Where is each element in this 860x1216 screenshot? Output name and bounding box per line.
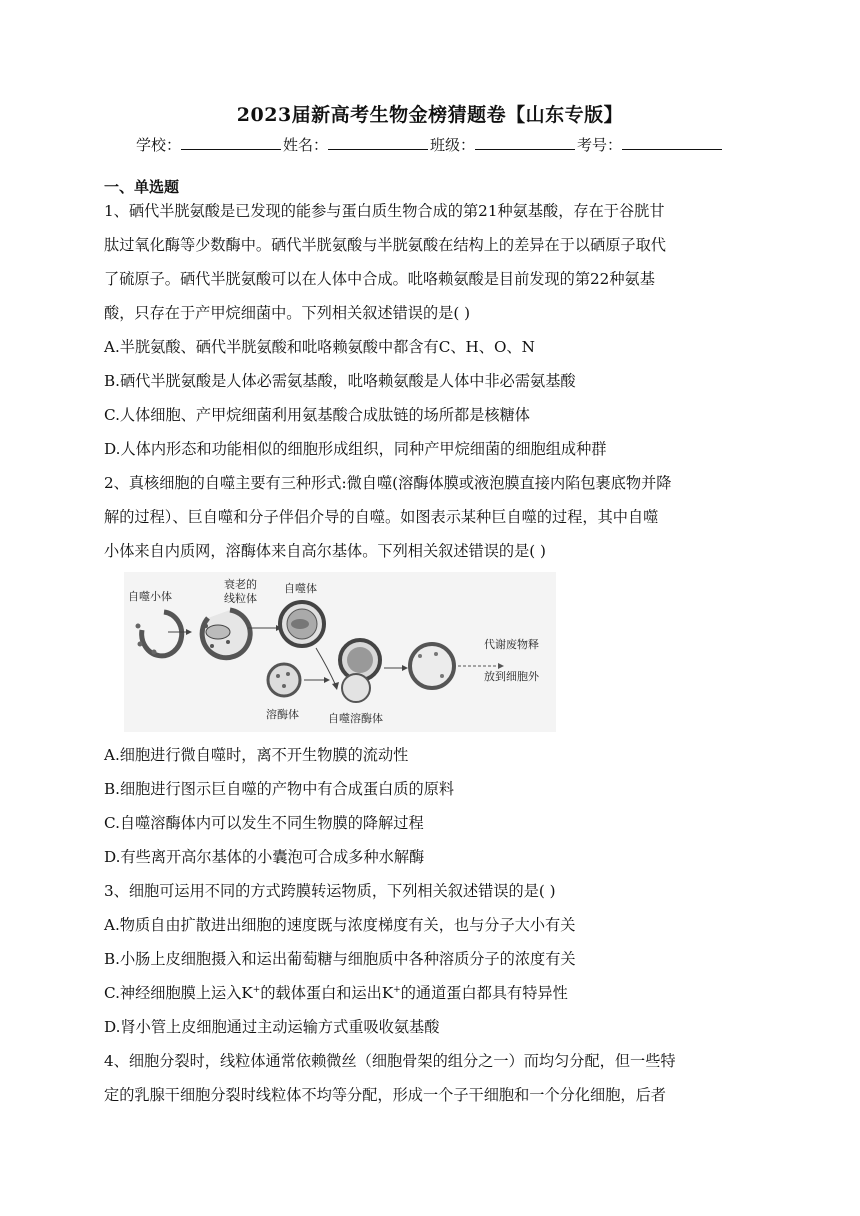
q3-option-c-part2: 的载体蛋白和运出K <box>260 984 394 1002</box>
exam-number-blank[interactable] <box>622 135 722 150</box>
school-blank[interactable] <box>181 135 281 150</box>
exam-number-label: 考号： <box>577 136 623 154</box>
section-heading: 一、单选题 <box>104 178 180 196</box>
label-old-mitochondria-1: 衰老的 <box>224 578 257 591</box>
student-info-line <box>0 134 860 155</box>
name-blank[interactable] <box>328 135 428 150</box>
q3-option-a: A.物质自由扩散进出细胞的速度既与浓度梯度有关，也与分子大小有关 <box>104 916 576 934</box>
q2-option-c: C.自噬溶酶体内可以发生不同生物膜的降解过程 <box>104 814 424 832</box>
label-autophagosome: 自噬体 <box>284 582 317 595</box>
class-label: 班级： <box>430 136 476 154</box>
q2-option-d: D.有些离开高尔基体的小囊泡可合成多种水解酶 <box>104 848 425 866</box>
label-release-2: 放到细胞外 <box>484 670 539 683</box>
q2-stem-line: 2、真核细胞的自噬主要有三种形式:微自噬(溶酶体膜或液泡膜直接内陷包裹底物并降 <box>104 474 672 492</box>
q1-option-c: C.人体细胞、产甲烷细菌利用氨基酸合成肽链的场所都是核糖体 <box>104 406 530 424</box>
q2-stem-line: 解的过程）、巨自噬和分子伴侣介导的自噬。如图表示某种巨自噬的过程，其中自噬 <box>104 508 659 526</box>
q1-option-d: D.人体内形态和功能相似的细胞形成组织，同种产甲烷细菌的细胞组成种群 <box>104 440 607 458</box>
name-label: 姓名： <box>282 136 328 154</box>
q1-option-a: A.半胱氨酸、硒代半胱氨酸和吡咯赖氨酸中都含有C、H、O、N <box>104 338 535 356</box>
school-label: 学校： <box>135 136 181 154</box>
autophagy-diagram <box>124 572 556 732</box>
exam-title: 2023届新高考生物金榜猜题卷【山东专版】 <box>236 104 624 126</box>
q2-option-b: B.细胞进行图示巨自噬的产物中有合成蛋白质的原料 <box>104 780 455 798</box>
label-old-mitochondria-2: 线粒体 <box>224 592 257 605</box>
class-blank[interactable] <box>475 135 575 150</box>
q4-stem-line: 定的乳腺干细胞分裂时线粒体不均等分配，形成一个子干细胞和一个分化细胞，后者 <box>104 1086 666 1104</box>
q2-stem-line: 小体来自内质网，溶酶体来自高尔基体。下列相关叙述错误的是( ) <box>104 542 546 560</box>
q4-stem-line: 4、细胞分裂时，线粒体通常依赖微丝（细胞骨架的组分之一）而均匀分配，但一些特 <box>104 1052 676 1070</box>
q1-option-b: B.硒代半胱氨酸是人体必需氨基酸，吡咯赖氨酸是人体中非必需氨基酸 <box>104 372 576 390</box>
q1-stem-line: 了硫原子。硒代半胱氨酸可以在人体中合成。吡咯赖氨酸是目前发现的第22种氨基 <box>104 270 655 288</box>
q3-option-b: B.小肠上皮细胞摄入和运出葡萄糖与细胞质中各种溶质分子的浓度有关 <box>104 950 576 968</box>
q1-stem-line: 1、硒代半胱氨酸是已发现的能参与蛋白质生物合成的第21种氨基酸，存在于谷胱甘 <box>104 202 665 220</box>
q3-option-c-part3: 的通道蛋白都具有特异性 <box>400 984 568 1002</box>
q2-option-a: A.细胞进行微自噬时，离不开生物膜的流动性 <box>104 746 409 764</box>
degraded-vesicle-shape <box>410 644 454 688</box>
potassium-charge: + <box>252 984 261 995</box>
lysosome-shape <box>268 664 300 696</box>
label-lysosome: 溶酶体 <box>266 708 299 721</box>
q3-option-c <box>104 982 568 1003</box>
autophagosome-shape <box>280 602 324 646</box>
label-autolysosome: 自噬溶酶体 <box>328 712 383 725</box>
potassium-charge: + <box>393 984 401 995</box>
q1-stem-line: 肽过氧化酶等少数酶中。硒代半胱氨酸与半胱氨酸在结构上的差异在于以硒原子取代 <box>104 236 666 254</box>
q3-stem: 3、细胞可运用不同的方式跨膜转运物质，下列相关叙述错误的是( ) <box>104 882 556 900</box>
q3-option-c-part1: C.神经细胞膜上运入K <box>104 984 253 1002</box>
q1-stem-line: 酸，只存在于产甲烷细菌中。下列相关叙述错误的是( ) <box>104 304 470 322</box>
label-release-1: 代谢废物释 <box>484 638 539 651</box>
q3-option-d: D.肾小管上皮细胞通过主动运输方式重吸收氨基酸 <box>104 1018 440 1036</box>
label-autophagic-vesicle: 自噬小体 <box>128 590 172 603</box>
